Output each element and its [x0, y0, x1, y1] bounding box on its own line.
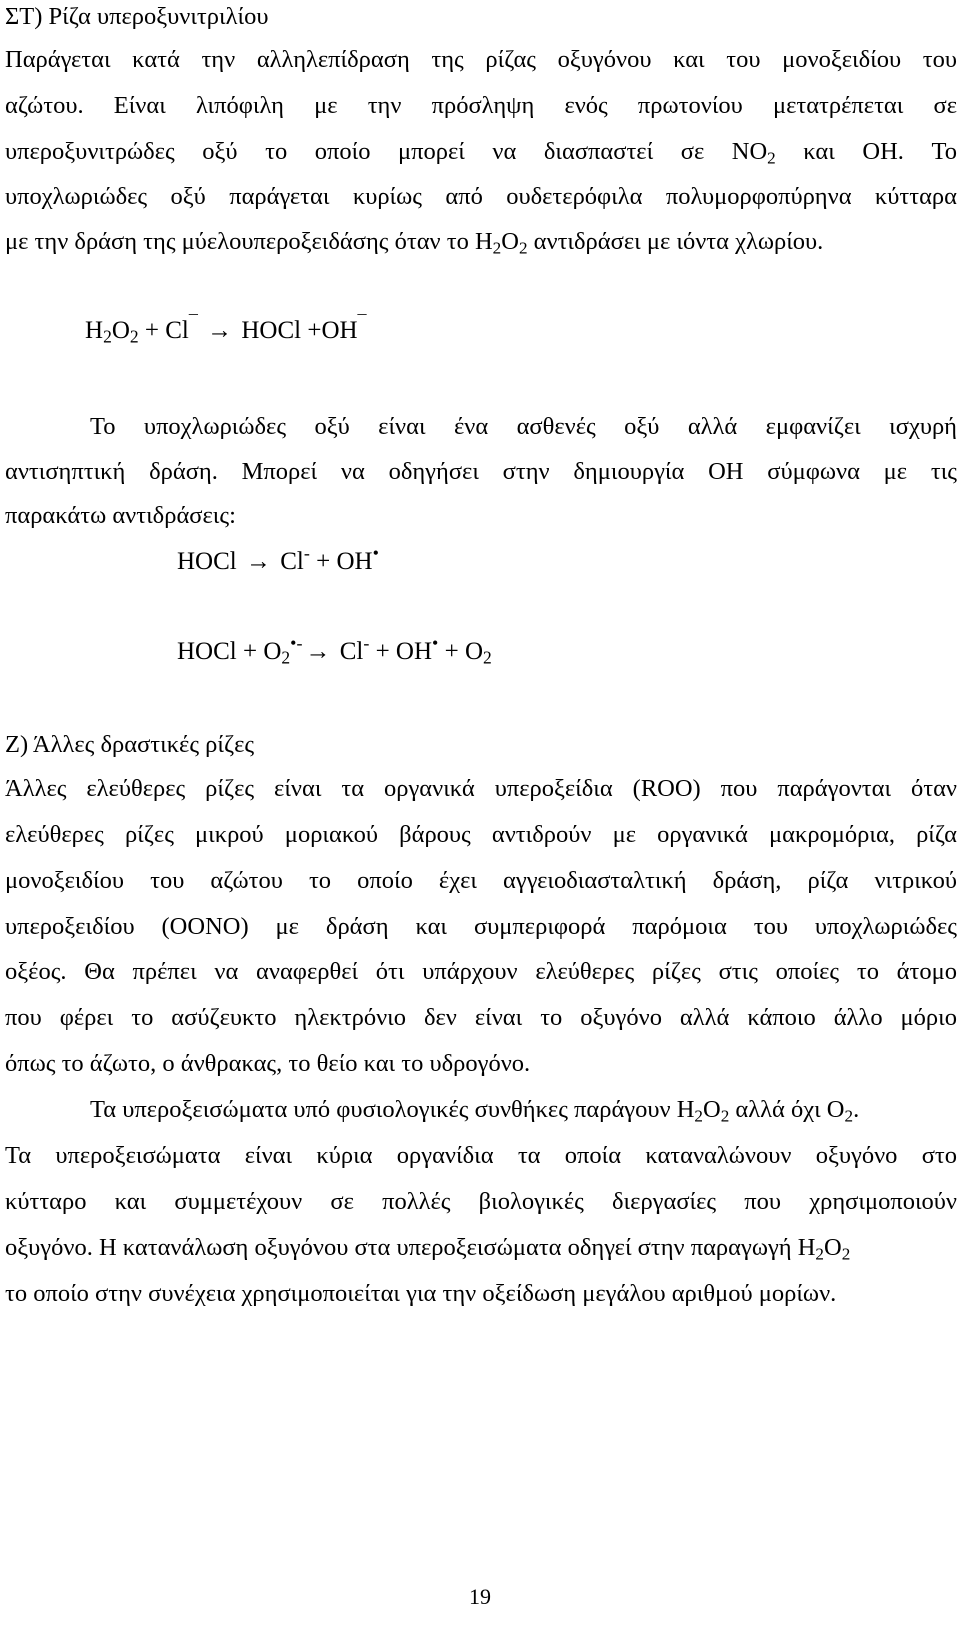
- reaction-hocl-decomposition: HOCl → Cl- + OH•: [177, 543, 379, 575]
- reaction-arrow-icon: →: [207, 317, 233, 344]
- section-heading-other-radicals: Ζ) Άλλες δραστικές ρίζες: [5, 731, 255, 758]
- paragraph-line: το οποίο στην συνέχεια χρησιμοποιείται για την οξείδωση μεγάλου αριθμού μορίων.: [5, 1280, 837, 1307]
- paragraph-line: αζώτου. Είναι λιπόφιλη με την πρόσληψη ενός πρωτονίου μετατρέπεται σε: [5, 92, 957, 119]
- paragraph-line: υποχλωριώδες οξύ παράγεται κυρίως από ουδετερόφιλα πολυμορφοπύρηνα κύτταρα: [5, 183, 957, 210]
- paragraph-line: οξέος. Θα πρέπει να αναφερθεί ότι υπάρχουν ελεύθερες ρίζες στις οποίες το άτομο: [5, 958, 957, 985]
- paragraph-line: υπεροξυνιτρώδες οξύ το οποίο μπορεί να διασπαστεί σε $NO_2$ και OH. Το: [5, 138, 957, 168]
- reaction-hypochlorous-formation: $H_2O_2 + Cl^¯$ → HOCl +OH¯: [85, 312, 367, 347]
- paragraph-line: οξυγόνο. Η κατανάλωση οξυγόνου στα υπεροξεισώματα οδηγεί στην παραγωγή $H_2O_2$: [5, 1234, 851, 1264]
- reaction-hocl-superoxide: HOCl + $O_2^{•-} \to Cl^- + OH^• + O_2$: [177, 633, 492, 668]
- paragraph-line: όπως το άζωτο, ο άνθρακας, το θείο και το υδρογόνο.: [5, 1050, 531, 1077]
- page-number: 19: [469, 1584, 491, 1609]
- paragraph-line: Τα υπεροξεισώματα υπό φυσιολογικές συνθήκες παράγουν $H_2O_2$ αλλά όχι $O_2$.: [90, 1096, 860, 1126]
- paragraph-line: Τα υπεροξεισώματα είναι κύρια οργανίδια τα οποία καταναλώνουν οξυγόνο στο: [5, 1142, 957, 1169]
- paragraph-line: μονοξειδίου του αζώτου το οποίο έχει αγγειοδιασταλτική δράση, ρίζα νιτρικού: [5, 867, 957, 894]
- reaction-arrow-icon: →: [245, 548, 271, 575]
- paragraph-line: ελεύθερες ρίζες μικρού μοριακού βάρους αντιδρούν με οργανικά μακρομόρια, ρίζα: [5, 821, 957, 848]
- paragraph-line: υπεροξειδίου (OONO) με δράση και συμπεριφορά παρόμοια του υποχλωριώδες: [5, 913, 957, 940]
- paragraph-line: με την δράση της μύελουπεροξειδάσης όταν το $H_2O_2$ αντιδράσει με ιόντα χλωρίου.: [5, 228, 824, 258]
- paragraph-line: παρακάτω αντιδράσεις:: [5, 502, 236, 529]
- paragraph-line: Παράγεται κατά την αλληλεπίδραση της ρίζας οξυγόνου και του μονοξειδίου του: [5, 46, 957, 73]
- paragraph-line: αντισηπτική δράση. Μπορεί να οδηγήσει στην δημιουργία OH σύμφωνα με τις: [5, 458, 957, 485]
- paragraph-line: Άλλες ελεύθερες ρίζες είναι τα οργανικά υπεροξείδια (ROO) που παράγονται όταν: [5, 775, 957, 802]
- paragraph-line: κύτταρο και συμμετέχουν σε πολλές βιολογικές διεργασίες που χρησιμοποιούν: [5, 1188, 957, 1215]
- section-heading-peroxynitrite: ΣΤ) Ρίζα υπεροξυνιτριλίου: [5, 3, 269, 30]
- reaction-arrow-icon: →: [305, 638, 331, 665]
- paragraph-line: που φέρει το ασύζευκτο ηλεκτρόνιο δεν είναι το οξυγόνο αλλά κάποιο άλλο μόριο: [5, 1004, 957, 1031]
- paragraph-line: Το υποχλωριώδες οξύ είναι ένα ασθενές οξύ αλλά εμφανίζει ισχυρή: [90, 413, 957, 440]
